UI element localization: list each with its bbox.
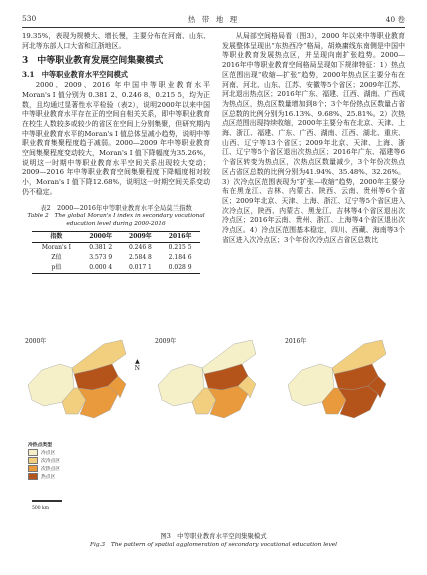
running-header bbox=[22, 14, 405, 26]
section-title: 3 中等职业教育发展空间集聚模式 bbox=[22, 56, 164, 67]
table-caption-en: Table 2 The global Moran's I index in secondary vocational education level during 2000-2016 bbox=[27, 212, 205, 227]
table-cell: 0.246 8 bbox=[128, 243, 152, 251]
legend-item bbox=[28, 465, 60, 473]
china-map-2000 bbox=[22, 330, 146, 440]
figure-caption bbox=[0, 532, 427, 549]
legend-swatch bbox=[28, 465, 38, 472]
legend-label: 次冷点区 bbox=[41, 459, 61, 464]
legend-item bbox=[28, 449, 60, 457]
legend-swatch bbox=[28, 457, 38, 464]
table-header-cell: 2009年 bbox=[129, 232, 152, 240]
legend-item bbox=[28, 473, 60, 481]
table-caption bbox=[22, 204, 210, 228]
legend-swatch bbox=[28, 473, 38, 480]
table-cell: 2.184 6 bbox=[168, 253, 192, 261]
journal-name: 热 带 地 理 bbox=[187, 15, 240, 24]
table-caption-cn: 表2 2000—2016年中等职业教育水平全局莫兰指数 bbox=[40, 203, 192, 212]
table-row bbox=[32, 242, 200, 253]
table-cell: 0.028 9 bbox=[168, 263, 192, 271]
china-map-2009 bbox=[152, 330, 276, 440]
table-cell: Moran's I bbox=[41, 243, 71, 251]
map-legend bbox=[28, 442, 60, 481]
header-rule bbox=[22, 27, 405, 28]
table-cell: 3.573 9 bbox=[89, 253, 113, 261]
map-2000 bbox=[22, 330, 146, 525]
subsection-title: 3.1 中等职业教育水平空间模式 bbox=[22, 70, 128, 80]
figure-caption-en: Fig.3 The pattern of spatial agglomeration of secondary vocational education level bbox=[89, 541, 338, 548]
map-2009 bbox=[152, 330, 276, 525]
table-row bbox=[32, 263, 200, 274]
table-header-cell: 2016年 bbox=[168, 232, 192, 240]
legend-label: 热点区 bbox=[41, 475, 56, 480]
north-label: N bbox=[134, 365, 140, 372]
legend-title: 冷热点类型 bbox=[28, 442, 52, 448]
legend-label: 次热点区 bbox=[41, 467, 61, 472]
table-cell: 0.017 1 bbox=[128, 263, 152, 271]
right-column bbox=[222, 32, 405, 245]
left-column bbox=[22, 32, 210, 274]
moran-table bbox=[32, 231, 200, 274]
table-header-cell: 指数 bbox=[50, 232, 63, 240]
table-cell: 0.000 4 bbox=[89, 263, 113, 271]
scale-bar-icon bbox=[32, 500, 62, 504]
body-paragraph: 2000、2009、2016 年中国中等职业教育水平 Moran's I 值分别为 0.381 2、0.246 8、0.215 5，均为正数，且均通过显著性水平检验（表2），说明2000年以来中国中等职业教育水平存在正的空间自相关关系，即中等职业教育在校生人数较多或较少的省区在空间上分别集聚，但研究期内中等职业教育水平的Moran's I 值总体呈减小趋势，说明中等职业教育集聚程度趋于减弱。2000—2009 年中等职业教育空间集聚程度变动较大，Moran's I 值下降幅度为35.26%，说明这一时期中等职业教育水平空间关系出现较大变动；2009—2016 年中等职业教育空间集聚程度下降幅度相对较小，Moran's I 值下降12.68%，说明这一时期空间关系变动仍不稳定。 bbox=[22, 81, 210, 196]
map-year-label: 2016年 bbox=[285, 338, 307, 345]
table-cell: 2.584 8 bbox=[128, 253, 152, 261]
body-paragraph: 从局部空间格局看（图3），2000 年以来中等职业教育发展整体呈现出“东热西冷”格局，胡焕庸线东南侧是中国中等职业教育发展热点区，并呈现向南扩张趋势。2000—2016年中等职业教育空间格局呈现如下规律特征：1）热点区范围出现“收缩—扩张”趋势，2000年热点区主要分布在河南、河北、山东、江苏、安徽等5个省区；2009年江苏、河北退出热点区；2016年广东、福建、江西、湖南、广西成为热点区，热点区数量增加到8个；3个年份热点区数量占省区总数的比例分别为16.13%、9.68%、25.81%。2）次热点区范围出现持续收缩，2000年主要分布在北京、天津、上海、浙江、福建、广东、广西、湖南、江西、湖北、重庆、山西、辽宁等13个省区；2009年北京、天津、上海、浙江、辽宁等5个省区退出次热点区；2016年广东、福建等6个省区转变为热点区，次热点区数量减少，3个年份次热点区占省区总数的比例分别为41.94%、35.48%、32.26%。3）次冷点区范围表现为“扩张—收缩”趋势，2000年主要分布在黑龙江、吉林、内蒙古、陕西、云南、贵州等6个省区；2009年北京、天津、上海、浙江、辽宁等5个省区进入次冷点区，陕西、内蒙古、黑龙江、吉林等4个省区退出次冷点区；2016年云南、贵州、浙江、上海等4个省区退出次冷点区。4）冷点区范围基本稳定，四川、西藏、海南等3个省区进入次冷点区；3个年份次冷点区占省区总数比 bbox=[222, 32, 405, 244]
intro-text: 19.35%，表现为规模大、增长慢，主要分布在河南、山东、河北等东部人口大省和江浙地区。 bbox=[22, 32, 210, 50]
table-row bbox=[32, 253, 200, 263]
north-arrow-icon: ▲ N bbox=[134, 358, 140, 372]
map-figure bbox=[22, 330, 405, 525]
volume-label: 40 卷 bbox=[385, 15, 405, 24]
legend-item bbox=[28, 457, 60, 465]
table-cell: p值 bbox=[51, 263, 62, 271]
china-map-2016 bbox=[282, 330, 406, 440]
table-cell: 0.215 5 bbox=[168, 243, 192, 251]
map-2016 bbox=[282, 330, 406, 525]
map-year-label: 2009年 bbox=[155, 338, 177, 345]
map-year-label: 2000年 bbox=[25, 338, 47, 345]
table-header-row bbox=[32, 231, 200, 242]
legend-swatch bbox=[28, 449, 38, 456]
figure-caption-cn: 图3 中等职业教育水平空间集聚模式 bbox=[160, 532, 267, 540]
table-cell: 0.381 2 bbox=[89, 243, 113, 251]
table-header-cell: 2000年 bbox=[89, 232, 113, 240]
scale-bar bbox=[32, 500, 62, 511]
page-number: 530 bbox=[22, 14, 37, 23]
scale-label: 500 km bbox=[32, 506, 50, 511]
table-cell: Z值 bbox=[51, 253, 62, 261]
legend-label: 冷点区 bbox=[41, 451, 56, 456]
